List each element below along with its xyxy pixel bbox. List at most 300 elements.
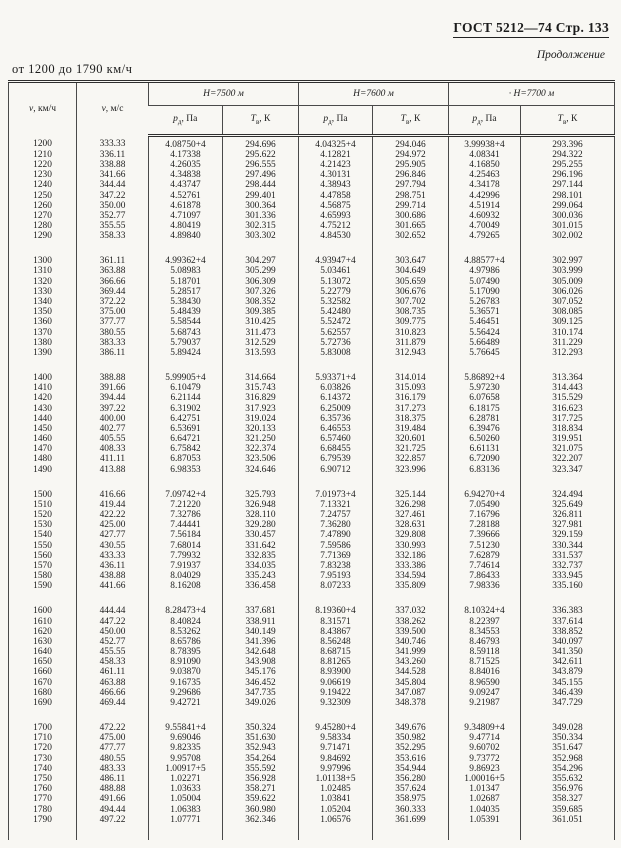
cell-value: 7.24757	[299, 511, 373, 521]
spacer-cell	[77, 475, 149, 486]
cell-value: 366.66	[77, 277, 149, 287]
v-kmh-unit: , км/ч	[33, 104, 56, 115]
cell-value: 6.18175	[449, 404, 521, 414]
cell-value: 7.95193	[299, 572, 373, 582]
t-unit: , К	[409, 114, 421, 125]
cell-value: 6.68455	[299, 445, 373, 455]
cell-v-kmh: 1640	[33, 647, 52, 658]
cell-value: 343.908	[223, 658, 299, 668]
cell-value: 6.61131	[449, 445, 521, 455]
cell-value: 7.21220	[149, 500, 223, 510]
cell-value: 6.57460	[299, 435, 373, 445]
cell-value: 351.630	[223, 734, 299, 744]
cell-value: 1.03633	[149, 785, 223, 795]
cell-value: 4.56875	[299, 201, 373, 211]
cell-value: 322.207	[521, 455, 615, 465]
cell-value: 9.19422	[299, 688, 373, 698]
cell-value: 9.45280+4	[299, 720, 373, 734]
cell-value: 9.86923	[449, 764, 521, 774]
cell-value: 363.88	[77, 267, 149, 277]
cell-value: 4.75212	[299, 222, 373, 232]
cell-v-kmh: 1690	[33, 698, 52, 709]
cell-value: 352.943	[223, 744, 299, 754]
cell-value: 477.77	[77, 744, 149, 754]
cell-value: 6.94270+4	[449, 486, 521, 500]
cell-value: 330.344	[521, 541, 615, 551]
cell-value: 1.04035	[449, 805, 521, 815]
cell-value: 5.93371+4	[299, 370, 373, 384]
table-row	[9, 668, 615, 678]
cell-value: 325.793	[223, 486, 299, 500]
cell-value: 5.58544	[149, 318, 223, 328]
cell-value: 298.751	[373, 191, 449, 201]
cell-v-kmh: 1680	[33, 687, 52, 698]
cell-value: 6.87053	[149, 455, 223, 465]
table-row	[9, 136, 615, 151]
cell-value: 6.31902	[149, 404, 223, 414]
cell-value: 4.04325+4	[299, 136, 373, 151]
table-row	[9, 617, 615, 627]
cell-value: 353.616	[373, 754, 449, 764]
cell-value: 5.08983	[149, 267, 223, 277]
cell-value: 9.71471	[299, 744, 373, 754]
cell-value: 4.34178	[449, 181, 521, 191]
p-unit: , Па	[181, 114, 198, 125]
cell-value: 311.473	[223, 328, 299, 338]
cell-v-kmh: 1560	[33, 550, 52, 561]
table-row	[9, 267, 615, 277]
cell-v-kmh: 1580	[33, 571, 52, 582]
cell-value: 5.89424	[149, 349, 223, 359]
table-row	[9, 404, 615, 414]
cell-value: 8.31571	[299, 617, 373, 627]
table-row	[9, 582, 615, 592]
cell-value: 4.26035	[149, 161, 223, 171]
cell-value: 306.309	[223, 277, 299, 287]
spacer-cell	[77, 826, 149, 840]
cell-value: 8.96590	[449, 678, 521, 688]
cell-value: 354.264	[223, 754, 299, 764]
cell-value: 5.99905+4	[149, 370, 223, 384]
cell-value: 6.14372	[299, 394, 373, 404]
cell-value: 3.99938+4	[449, 136, 521, 151]
table-row	[9, 277, 615, 287]
cell-v-kmh: 1470	[33, 444, 52, 455]
cell-value: 295.622	[223, 150, 299, 160]
cell-value: 6.39476	[449, 425, 521, 435]
cell-value: 308.085	[521, 308, 615, 318]
cell-v-kmh: 1230	[33, 170, 52, 181]
t-symbol: T	[250, 114, 256, 125]
cell-v-kmh: 1280	[33, 221, 52, 232]
cell-value: 294.696	[223, 136, 299, 151]
cell-value: 361.051	[521, 815, 615, 825]
cell-value: 405.55	[77, 435, 149, 445]
spacer-cell	[521, 592, 615, 603]
cell-v-kmh: 1660	[33, 667, 52, 678]
cell-value: 6.53691	[149, 425, 223, 435]
cell-value: 357.624	[373, 785, 449, 795]
col-header-v-ms	[77, 82, 149, 136]
table-row	[9, 370, 615, 384]
spacer-cell	[77, 242, 149, 253]
cell-value: 347.087	[373, 688, 449, 698]
table-row	[9, 181, 615, 191]
cell-value: 321.250	[223, 435, 299, 445]
cell-value: 9.47714	[449, 734, 521, 744]
cell-value: 1.00917+5	[149, 764, 223, 774]
cell-value: 8.10324+4	[449, 603, 521, 617]
cell-value: 4.93947+4	[299, 253, 373, 267]
cell-value: 5.66489	[449, 338, 521, 348]
cell-value: 336.383	[521, 603, 615, 617]
cell-v-kmh: 1520	[33, 510, 52, 521]
cell-v-kmh: 1390	[33, 347, 52, 358]
cell-value: 9.06619	[299, 678, 373, 688]
cell-value: 329.808	[373, 531, 449, 541]
cell-v-kmh: 1210	[33, 149, 52, 160]
cell-value: 309.775	[373, 318, 449, 328]
cell-value: 7.01973+4	[299, 486, 373, 500]
cell-value: 7.39666	[449, 531, 521, 541]
cell-v-kmh: 1590	[33, 581, 52, 592]
cell-value: 339.500	[373, 627, 449, 637]
table-row	[9, 486, 615, 500]
spacer-cell	[521, 826, 615, 840]
cell-value: 4.88577+4	[449, 253, 521, 267]
spacer-cell	[299, 242, 373, 253]
cell-value: 9.29686	[149, 688, 223, 698]
cell-value: 301.665	[373, 222, 449, 232]
cell-value: 8.65786	[149, 638, 223, 648]
t-subscript: в	[255, 117, 260, 126]
cell-value: 7.83238	[299, 562, 373, 572]
cell-v-kmh: 1780	[33, 804, 52, 815]
cell-value: 9.16735	[149, 678, 223, 688]
cell-value: 4.17338	[149, 150, 223, 160]
cell-value: 1.02687	[449, 795, 521, 805]
table-row	[9, 253, 615, 267]
cell-value: 8.19360+4	[299, 603, 373, 617]
cell-v-kmh: 1710	[33, 733, 52, 744]
cell-value: 362.346	[223, 815, 299, 825]
cell-v-kmh: 1430	[33, 403, 52, 414]
cell-value: 4.08750+4	[149, 136, 223, 151]
table-row	[9, 232, 615, 242]
cell-value: 4.80419	[149, 222, 223, 232]
cell-value: 320.601	[373, 435, 449, 445]
cell-value: 347.22	[77, 191, 149, 201]
cell-value: 9.84692	[299, 754, 373, 764]
cell-value: 294.972	[373, 150, 449, 160]
cell-value: 299.401	[223, 191, 299, 201]
block-spacer	[9, 359, 615, 370]
cell-value: 438.88	[77, 572, 149, 582]
cell-value: 359.622	[223, 795, 299, 805]
cell-value: 7.13321	[299, 500, 373, 510]
cell-value: 341.999	[373, 648, 449, 658]
cell-value: 360.333	[373, 805, 449, 815]
cell-value: 337.614	[521, 617, 615, 627]
cell-value: 402.77	[77, 425, 149, 435]
cell-v-kmh: 1370	[33, 327, 52, 338]
cell-v-kmh: 1310	[33, 266, 52, 277]
cell-value: 298.444	[223, 181, 299, 191]
table-row	[9, 201, 615, 211]
cell-value: 4.71097	[149, 212, 223, 222]
cell-value: 475.00	[77, 734, 149, 744]
cell-value: 304.297	[223, 253, 299, 267]
spacer-cell	[373, 709, 449, 720]
cell-value: 4.61878	[149, 201, 223, 211]
cell-value: 4.89840	[149, 232, 223, 242]
table-row	[9, 603, 615, 617]
cell-value: 4.51914	[449, 201, 521, 211]
cell-value: 349.028	[521, 720, 615, 734]
cell-value: 308.352	[223, 298, 299, 308]
cell-value: 330.993	[373, 541, 449, 551]
cell-value: 342.611	[521, 658, 615, 668]
cell-value: 300.686	[373, 212, 449, 222]
cell-value: 9.82335	[149, 744, 223, 754]
spacer-cell	[223, 592, 299, 603]
cell-value: 323.996	[373, 465, 449, 475]
cell-value: 356.280	[373, 775, 449, 785]
cell-value: 8.68715	[299, 648, 373, 658]
p-unit: , Па	[331, 114, 348, 125]
cell-value: 318.375	[373, 414, 449, 424]
cell-value: 6.72090	[449, 455, 521, 465]
table-row	[9, 805, 615, 815]
cell-value: 5.22779	[299, 287, 373, 297]
cell-value: 316.623	[521, 404, 615, 414]
cell-value: 419.44	[77, 500, 149, 510]
cell-value: 335.809	[373, 582, 449, 592]
cell-v-kmh: 1600	[33, 606, 52, 617]
cell-value: 463.88	[77, 678, 149, 688]
spacer-cell	[9, 475, 77, 486]
spacer-cell	[149, 709, 223, 720]
t-symbol: T	[400, 114, 406, 125]
cell-value: 6.03826	[299, 384, 373, 394]
cell-value: 331.642	[223, 541, 299, 551]
cell-v-kmh: 1620	[33, 626, 52, 637]
cell-value: 450.00	[77, 627, 149, 637]
cell-value: 386.11	[77, 349, 149, 359]
cell-value: 303.647	[373, 253, 449, 267]
cell-value: 300.364	[223, 201, 299, 211]
cell-v-kmh: 1290	[33, 231, 52, 242]
cell-value: 7.79932	[149, 551, 223, 561]
cell-value: 6.25009	[299, 404, 373, 414]
cell-value: 321.075	[521, 445, 615, 455]
cell-value: 7.86433	[449, 572, 521, 582]
h7600-label: H=7600 м	[353, 89, 394, 99]
cell-value: 351.647	[521, 744, 615, 754]
cell-v-kmh: 1410	[33, 383, 52, 394]
cell-value: 9.73772	[449, 754, 521, 764]
cell-value: 303.302	[223, 232, 299, 242]
cell-value: 328.631	[373, 521, 449, 531]
cell-value: 380.55	[77, 328, 149, 338]
cell-value: 4.08341	[449, 150, 521, 160]
cell-value: 5.72736	[299, 338, 373, 348]
table-row	[9, 531, 615, 541]
spacer-cell	[9, 709, 77, 720]
cell-value: 338.911	[223, 617, 299, 627]
cell-value: 1.01138+5	[299, 775, 373, 785]
cell-value: 361.699	[373, 815, 449, 825]
cell-value: 466.66	[77, 688, 149, 698]
cell-value: 9.21987	[449, 699, 521, 709]
group-header-h7500	[149, 82, 299, 106]
cell-value: 347.735	[223, 688, 299, 698]
cell-v-kmh: 1540	[33, 530, 52, 541]
group-header-h7700	[449, 82, 615, 106]
cell-value: 7.62879	[449, 551, 521, 561]
cell-value: 6.50260	[449, 435, 521, 445]
spacer-cell	[299, 359, 373, 370]
cell-value: 6.64721	[149, 435, 223, 445]
spacer-cell	[373, 242, 449, 253]
cell-value: 354.296	[521, 764, 615, 774]
cell-value: 314.664	[223, 370, 299, 384]
cell-value: 430.55	[77, 541, 149, 551]
cell-value: 311.229	[521, 338, 615, 348]
cell-value: 6.10479	[149, 384, 223, 394]
cell-value: 350.334	[521, 734, 615, 744]
cell-value: 8.91090	[149, 658, 223, 668]
cell-value: 1.03841	[299, 795, 373, 805]
cell-value: 375.00	[77, 308, 149, 318]
cell-value: 497.22	[77, 815, 149, 825]
spacer-cell	[299, 475, 373, 486]
spacer-cell	[9, 242, 77, 253]
cell-value: 337.032	[373, 603, 449, 617]
cell-value: 296.196	[521, 171, 615, 181]
cell-value: 338.852	[521, 627, 615, 637]
cell-value: 8.53262	[149, 627, 223, 637]
spacer-cell	[521, 242, 615, 253]
spacer-cell	[299, 826, 373, 840]
cell-value: 7.98336	[449, 582, 521, 592]
block-spacer	[9, 709, 615, 720]
table-row	[9, 349, 615, 359]
cell-value: 7.51230	[449, 541, 521, 551]
cell-v-kmh: 1380	[33, 337, 52, 348]
cell-value: 433.33	[77, 551, 149, 561]
cell-value: 310.425	[223, 318, 299, 328]
cell-value: 6.35736	[299, 414, 373, 424]
cell-v-kmh: 1550	[33, 540, 52, 551]
cell-value: 327.981	[521, 521, 615, 531]
cell-value: 358.975	[373, 795, 449, 805]
cell-value: 5.68743	[149, 328, 223, 338]
cell-value: 5.26783	[449, 298, 521, 308]
cell-value: 1.06383	[149, 805, 223, 815]
p-unit: , Па	[480, 114, 497, 125]
cell-value: 8.07233	[299, 582, 373, 592]
table-row	[9, 394, 615, 404]
cell-value: 494.44	[77, 805, 149, 815]
cell-value: 4.99362+4	[149, 253, 223, 267]
cell-v-kmh: 1350	[33, 307, 52, 318]
cell-v-kmh: 1670	[33, 677, 52, 688]
cell-value: 301.015	[521, 222, 615, 232]
cell-value: 297.496	[223, 171, 299, 181]
cell-value: 344.44	[77, 181, 149, 191]
cell-value: 324.646	[223, 465, 299, 475]
cell-value: 6.07658	[449, 394, 521, 404]
cell-value: 335.243	[223, 572, 299, 582]
cell-v-kmh: 1630	[33, 636, 52, 647]
cell-value: 300.036	[521, 212, 615, 222]
cell-value: 7.16796	[449, 511, 521, 521]
cell-value: 486.11	[77, 775, 149, 785]
cell-value: 9.69046	[149, 734, 223, 744]
cell-v-kmh: 1490	[33, 464, 52, 475]
cell-value: 472.22	[77, 720, 149, 734]
cell-value: 297.794	[373, 181, 449, 191]
cell-value: 322.857	[373, 455, 449, 465]
cell-value: 310.823	[373, 328, 449, 338]
cell-value: 427.77	[77, 531, 149, 541]
cell-value: 325.144	[373, 486, 449, 500]
cell-v-kmh: 1250	[33, 190, 52, 201]
cell-value: 7.71369	[299, 551, 373, 561]
gost-page-reference	[0, 20, 621, 36]
cell-v-kmh: 1500	[33, 489, 52, 500]
table-row	[9, 455, 615, 465]
spacer-cell	[449, 359, 521, 370]
cell-value: 340.746	[373, 638, 449, 648]
spacer-cell	[77, 709, 149, 720]
table-row	[9, 191, 615, 201]
spacer-cell	[149, 475, 223, 486]
cell-value: 416.66	[77, 486, 149, 500]
t-subscript: в	[405, 117, 410, 126]
cell-value: 483.33	[77, 764, 149, 774]
cell-value: 332.835	[223, 551, 299, 561]
cell-v-kmh: 1450	[33, 423, 52, 434]
cell-value: 350.00	[77, 201, 149, 211]
t-unit: , К	[259, 114, 271, 125]
cell-value: 326.811	[521, 511, 615, 521]
spacer-cell	[77, 592, 149, 603]
cell-value: 336.458	[223, 582, 299, 592]
cell-value: 441.66	[77, 582, 149, 592]
cell-value: 4.43747	[149, 181, 223, 191]
cell-value: 352.295	[373, 744, 449, 754]
cell-value: 8.81265	[299, 658, 373, 668]
cell-value: 326.948	[223, 500, 299, 510]
table-body	[9, 136, 615, 840]
spacer-cell	[149, 242, 223, 253]
cell-value: 352.968	[521, 754, 615, 764]
cell-value: 9.58334	[299, 734, 373, 744]
table-header	[9, 82, 615, 136]
cell-value: 319.951	[521, 435, 615, 445]
col-header-v-kmh	[9, 82, 77, 136]
cell-v-kmh: 1570	[33, 560, 52, 571]
cell-v-kmh: 1700	[33, 723, 52, 734]
cell-value: 391.66	[77, 384, 149, 394]
cell-value: 301.336	[223, 212, 299, 222]
spacer-cell	[223, 709, 299, 720]
cell-value: 312.293	[521, 349, 615, 359]
cell-value: 7.68014	[149, 541, 223, 551]
cell-value: 293.396	[521, 136, 615, 151]
